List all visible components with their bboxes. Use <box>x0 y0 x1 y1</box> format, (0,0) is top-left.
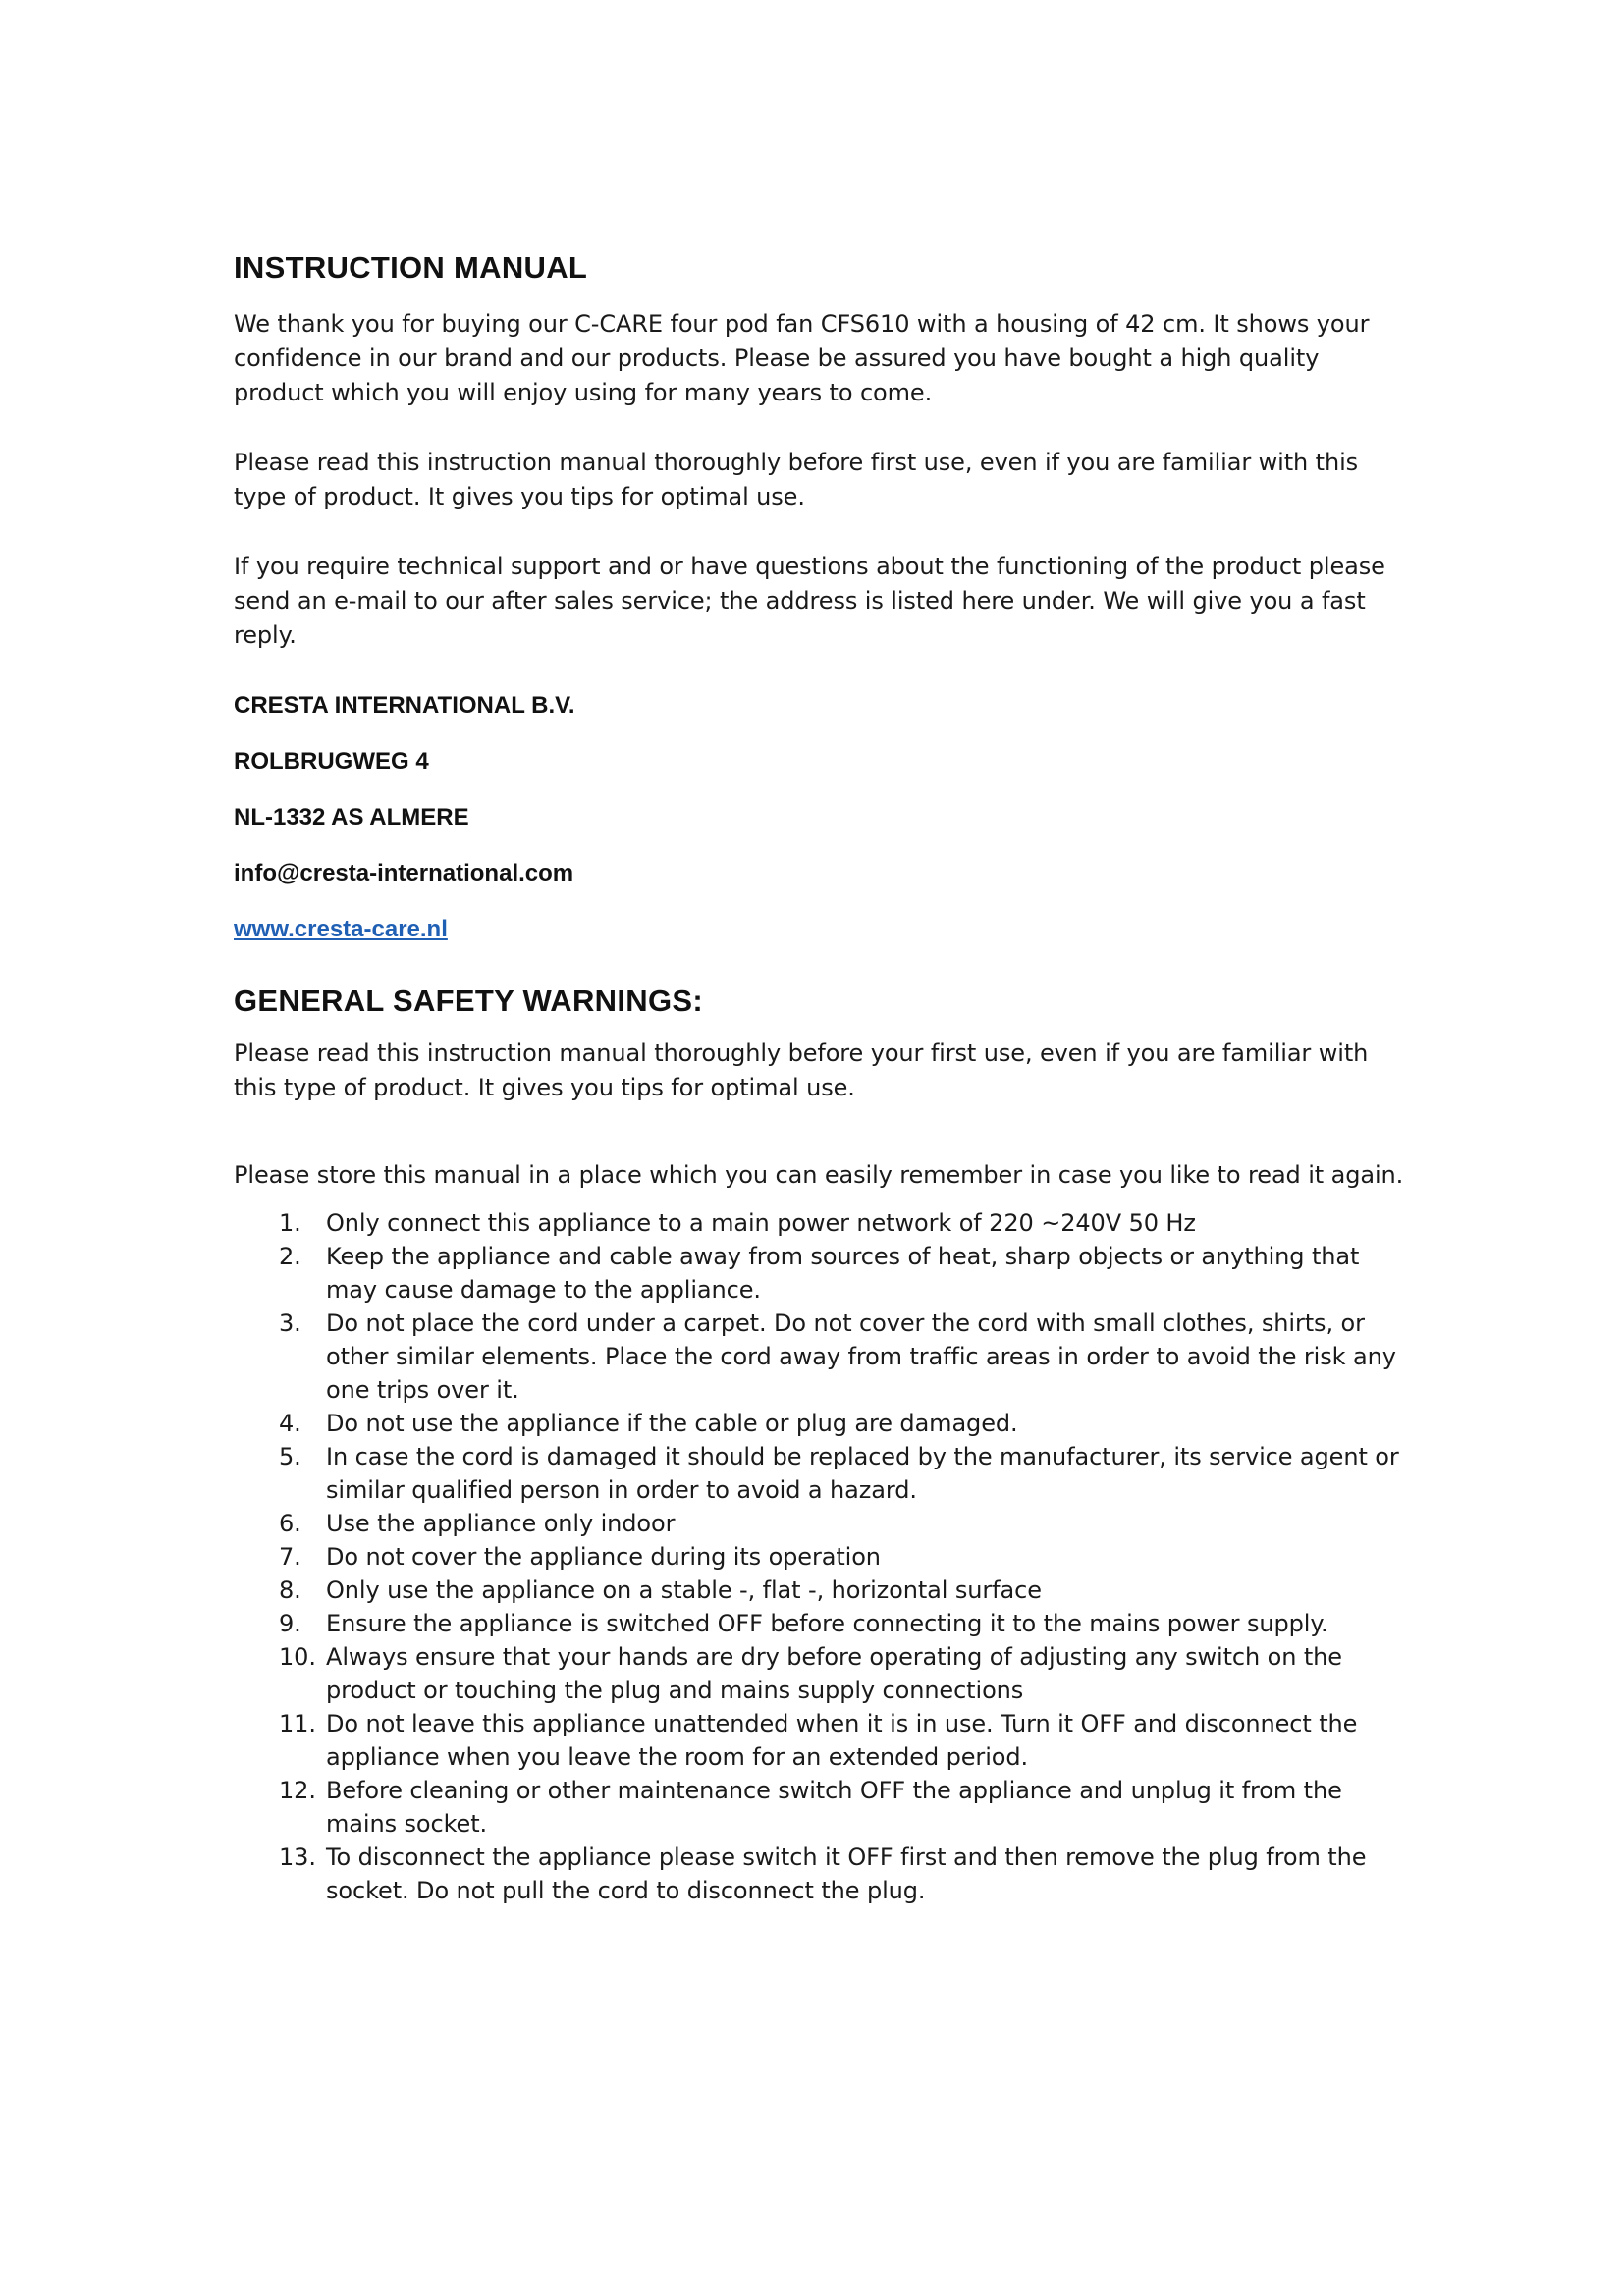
warning-text: Keep the appliance and cable away from sources of heat, sharp objects or anything that may cause damage to the appliance. <box>326 1243 1360 1304</box>
warning-text: Do not place the cord under a carpet. Do not cover the cord with small clothes, shirts, or other similar elements. Place the cord away from traffic areas in order to avoid the risk any one trips over it. <box>326 1309 1396 1404</box>
manual-page <box>234 250 1412 1907</box>
warning-number: 12. <box>279 1777 316 1804</box>
intro-paragraph: If you require technical support and or have questions about the functioning of the product please send an e-mail to our after sales service; the address is listed here under. We will give you a fast reply. <box>234 553 1385 649</box>
warning-item <box>234 1307 1402 1407</box>
contact-email: info@cresta-international.com <box>234 860 574 886</box>
warning-item <box>234 1707 1402 1774</box>
warning-item <box>234 1440 1402 1507</box>
warning-number: 10. <box>279 1643 316 1671</box>
contact-street: ROLBRUGWEG 4 <box>234 748 429 774</box>
warning-number: 9. <box>279 1610 301 1637</box>
warning-text: Only use the appliance on a stable -, flat -, horizontal surface <box>326 1576 1042 1604</box>
warning-item <box>234 1574 1402 1607</box>
warning-text: Always ensure that your hands are dry before operating of adjusting any switch on the product or touching the plug and mains supply connections <box>326 1643 1342 1704</box>
contact-company: CRESTA INTERNATIONAL B.V. <box>234 692 575 719</box>
warning-text: Ensure the appliance is switched OFF before connecting it to the mains power supply. <box>326 1610 1328 1637</box>
warning-item <box>234 1240 1402 1307</box>
safety-heading: GENERAL SAFETY WARNINGS: <box>234 984 703 1018</box>
warning-text: To disconnect the appliance please switch it OFF first and then remove the plug from the socket. Do not pull the cord to disconnect the plug. <box>326 1843 1367 1904</box>
warning-text: Only connect this appliance to a main power network of 220 ~240V 50 Hz <box>326 1209 1196 1237</box>
warning-number: 3. <box>279 1309 301 1337</box>
warning-number: 7. <box>279 1543 301 1571</box>
warning-item <box>234 1507 1402 1540</box>
safety-paragraph: Please store this manual in a place which you can easily remember in case you like to read it again. <box>234 1161 1404 1189</box>
warning-item <box>234 1407 1402 1440</box>
warning-item <box>234 1774 1402 1841</box>
warning-text: Do not leave this appliance unattended when it is in use. Turn it OFF and disconnect the appliance when you leave the room for an extended period. <box>326 1710 1358 1771</box>
warning-item <box>234 1206 1402 1240</box>
warning-text: Use the appliance only indoor <box>326 1510 676 1537</box>
warning-item <box>234 1607 1402 1640</box>
contact-city: NL-1332 AS ALMERE <box>234 804 469 830</box>
warning-number: 6. <box>279 1510 301 1537</box>
warning-number: 11. <box>279 1710 316 1737</box>
warning-text: Do not cover the appliance during its operation <box>326 1543 881 1571</box>
intro-paragraph: We thank you for buying our C-CARE four pod fan CFS610 with a housing of 42 cm. It shows your confidence in our brand and our products. Please be assured you have bought a high quality product which you will enjoy using for many years to come. <box>234 310 1370 406</box>
safety-paragraph: Please read this instruction manual thoroughly before your first use, even if you are familiar with this type of product. It gives you tips for optimal use. <box>234 1040 1369 1101</box>
warning-text: Before cleaning or other maintenance switch OFF the appliance and unplug it from the mains socket. <box>326 1777 1342 1838</box>
page-title: INSTRUCTION MANUAL <box>234 250 588 285</box>
warning-text: In case the cord is damaged it should be replaced by the manufacturer, its service agent or similar qualified person in order to avoid a hazard. <box>326 1443 1399 1504</box>
warning-text: Do not use the appliance if the cable or plug are damaged. <box>326 1410 1018 1437</box>
warning-item <box>234 1540 1402 1574</box>
warning-item <box>234 1640 1402 1707</box>
warning-item <box>234 1841 1402 1907</box>
warning-number: 8. <box>279 1576 301 1604</box>
warning-number: 4. <box>279 1410 301 1437</box>
website-link[interactable]: www.cresta-care.nl <box>234 916 448 942</box>
warning-number: 5. <box>279 1443 301 1470</box>
warning-number: 1. <box>279 1209 301 1237</box>
safety-warning-list <box>234 1206 1402 1907</box>
warning-number: 2. <box>279 1243 301 1270</box>
warning-number: 13. <box>279 1843 316 1871</box>
intro-paragraph: Please read this instruction manual thoroughly before first use, even if you are familiar with this type of product. It gives you tips for optimal use. <box>234 449 1359 510</box>
